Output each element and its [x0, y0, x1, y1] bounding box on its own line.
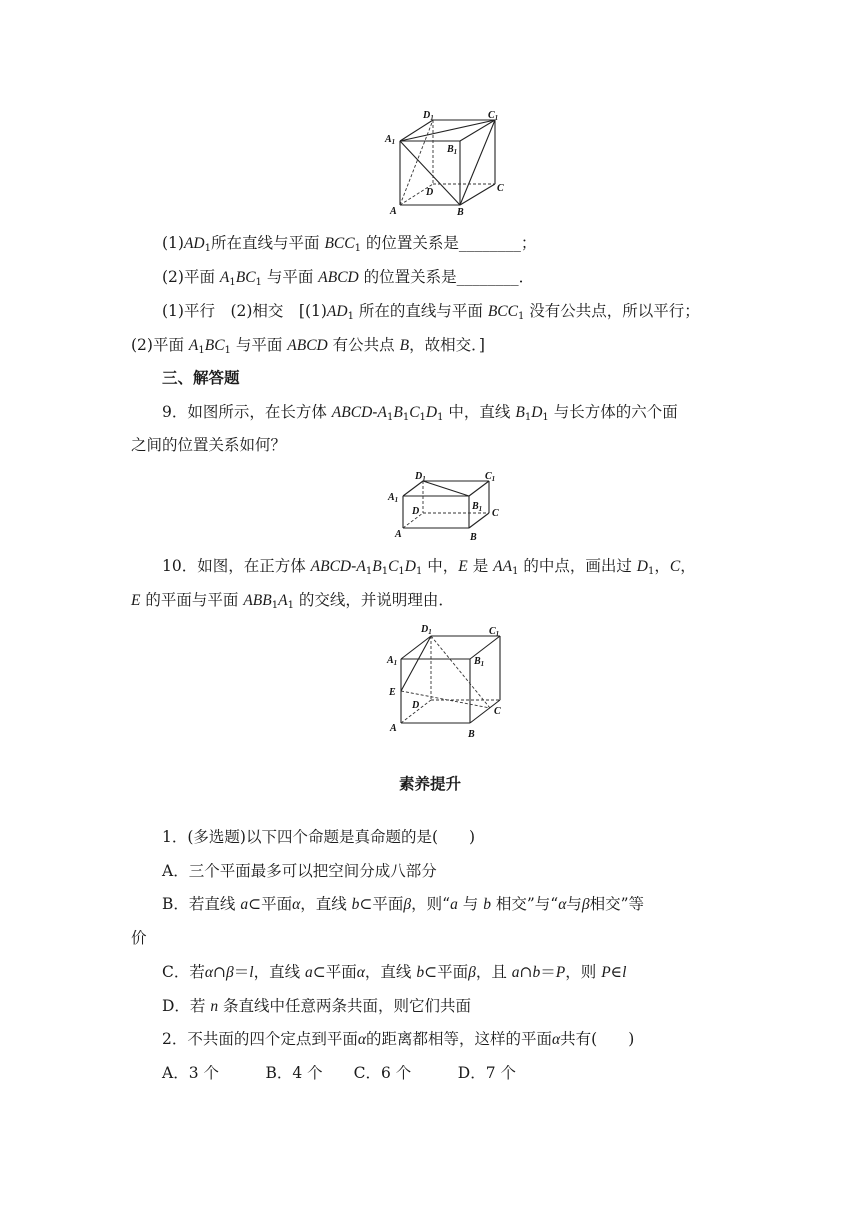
- label-A: A: [390, 723, 397, 734]
- label-D: D: [412, 700, 420, 711]
- label-B: B: [470, 532, 477, 543]
- p1-option-a: A．三个平面最多可以把空间分成八部分: [162, 862, 437, 880]
- q8-part2: (2)平面 $A_1BC_1$ 与平面 ABCD 的位置关系是________．: [162, 268, 535, 288]
- label-A: A: [390, 206, 397, 217]
- label-C1: $C_1$: [485, 471, 496, 483]
- label-B: B: [468, 729, 475, 740]
- q8-answer-line1: (1)平行 (2)相交 [$(1)AD_1$ 所在的直线与平面 $BCC_1$ 没有公共点，所以平行；: [162, 302, 700, 322]
- q9-line1: 9．如图所示，在长方体 ABCD-$A_1B_1C_1D_1$ 中，直线 $B_1D_1$ 与长方体的六个面: [162, 403, 678, 423]
- q9-line2: 之间的位置关系如何？: [131, 436, 287, 454]
- p1-option-b-cont: 价: [131, 929, 147, 947]
- label-B1: $B_1$: [472, 501, 483, 513]
- label-A1: $A_1$: [385, 134, 396, 146]
- label-A1: $A_1$: [387, 655, 398, 667]
- label-C1: $C_1$: [489, 626, 500, 638]
- q10-line2: E 的平面与平面 $ABB_1A_1$ 的交线，并说明理由．: [131, 591, 454, 611]
- label-B1: $B_1$: [474, 656, 485, 668]
- label-D1: $D_1$: [415, 471, 426, 483]
- label-D1: $D_1$: [423, 110, 434, 122]
- section-heading: 三、解答题: [162, 368, 240, 387]
- p2-options: A．3 个 B．4 个 C．6 个 D．7 个: [162, 1064, 517, 1082]
- label-D: D: [426, 187, 434, 198]
- label-B1: $B_1$: [447, 144, 458, 156]
- q8-answer-line2: (2)平面 $A_1BC_1$ 与平面 ABCD 有公共点 B，故相交．]: [131, 336, 485, 356]
- label-C1: $C_1$: [488, 110, 499, 122]
- label-C: C: [494, 706, 501, 717]
- label-E: E: [389, 687, 396, 698]
- label-C: C: [492, 508, 499, 519]
- q10-line1: 10．如图，在正方体 ABCD-$A_1B_1C_1D_1$ 中，E 是 $AA_1$ 的中点，画出过 $D_1$，C，: [162, 557, 696, 577]
- p1-option-b: B．若直线 a⊂平面α，直线 b⊂平面β，则“a 与 b 相交”与“α与β相交”等: [162, 895, 645, 913]
- p1-option-d: D．若 n 条直线中任意两条共面，则它们共面: [162, 997, 472, 1015]
- label-A: A: [395, 529, 402, 540]
- p2-stem: 2．不共面的四个定点到平面α的距离都相等，这样的平面α共有( ): [162, 1030, 635, 1048]
- p1-stem: 1．(多选题)以下四个命题是真命题的是( ): [162, 828, 476, 846]
- q8-part1: $(1)AD_1$所在直线与平面 $BCC_1$ 的位置关系是________；: [162, 234, 537, 254]
- section-title: 素养提升: [398, 774, 461, 793]
- p1-option-c: C．若α∩β＝l，直线 a⊂平面α，直线 b⊂平面β，且 a∩b＝P，则 P∈l: [162, 963, 627, 981]
- label-D: D: [412, 506, 420, 517]
- label-A1: $A_1$: [388, 492, 399, 504]
- label-D1: $D_1$: [421, 624, 432, 636]
- label-B: B: [457, 207, 464, 218]
- label-C: C: [497, 183, 504, 194]
